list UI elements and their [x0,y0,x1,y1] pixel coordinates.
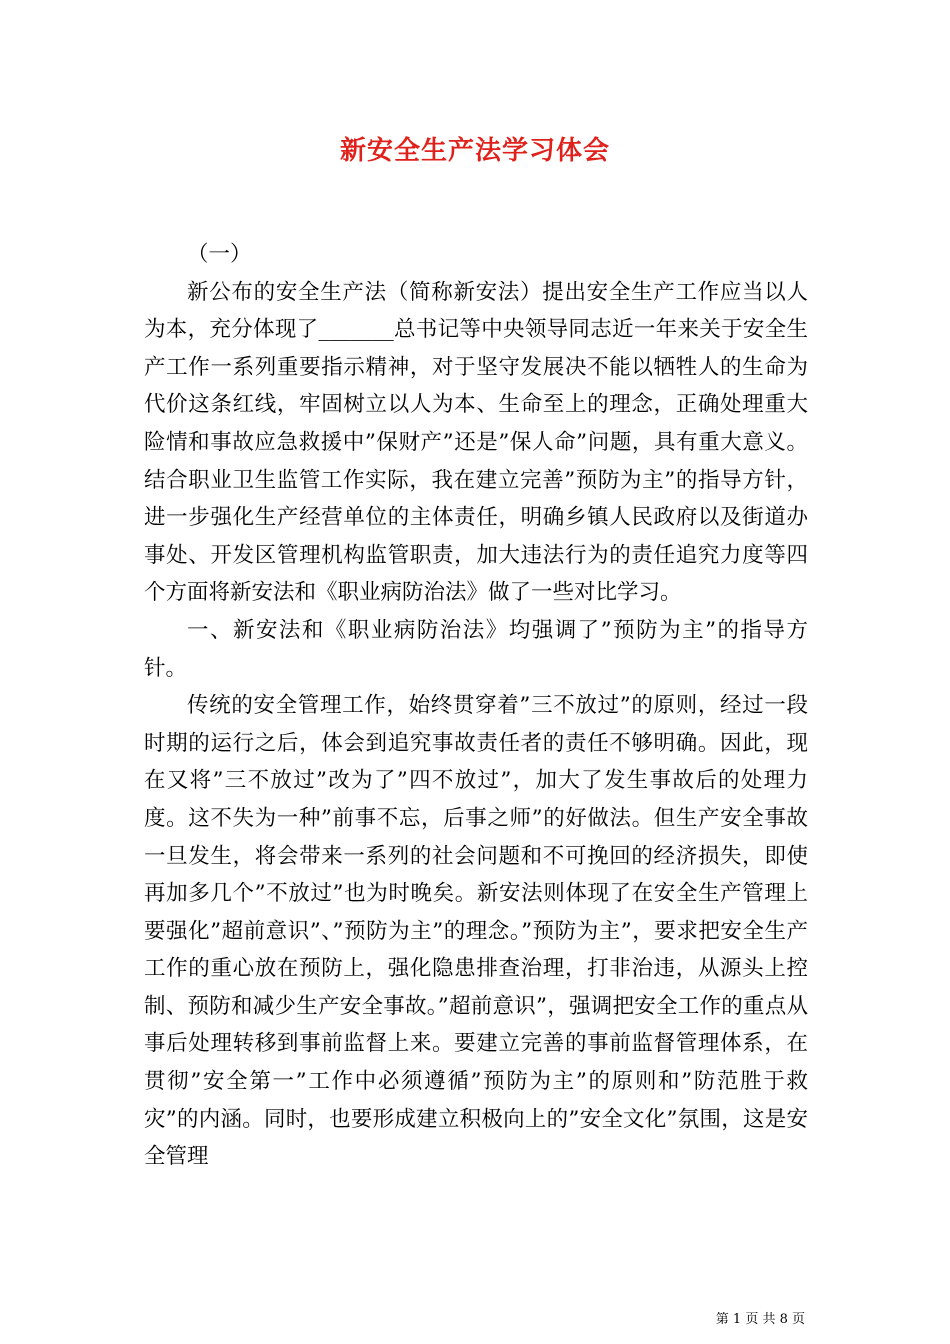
paragraph-2: 一、新安法和《职业病防治法》均强调了”预防为主”的指导方针。 [144,617,808,681]
document-body [144,236,808,1176]
section-label: （一） [187,242,252,267]
paragraph-1: 新公布的安全生产法（简称新安法）提出安全生产工作应当以人为本，充分体现了_______总书记等中央领导同志近一年来关于安全生产工作一系列重要指示精神，对于坚守发展决不能以牺牲人的生命为代价这条红线，牢固树立以人为本、生命至上的理念，正确处理重大险情和事故应急救援中”保财产”还是”保人命”问题，具有重大意义。结合职业卫生监管工作实际，我在建立完善”预防为主”的指导方针，进一步强化生产经营单位的主体责任，明确乡镇人民政府以及街道办事处、开发区管理机构监管职责，加大违法行为的责任追究力度等四个方面将新安法和《职业病防治法》做了一些对比学习。 [144,279,808,606]
document-title: 新安全生产法学习体会 [339,136,610,166]
page-number: 第 1 页 共 8 页 [715,1312,805,1327]
paragraph-3: 传统的安全管理工作，始终贯穿着”三不放过”的原则，经过一段时期的运行之后，体会到追究事故责任者的责任不够明确。因此，现在又将”三不放过”改为了”四不放过”，加大了发生事故后的处理力度。这不失为一种”前事不忘，后事之师”的好做法。但生产安全事故一旦发生，将会带来一系列的社会问题和不可挽回的经济损失，即使再加多几个”不放过”也为时晚矣。新安法则体现了在安全生产管理上要强化”超前意识”、”预防为主”的理念。”预防为主”，要求把安全生产工作的重心放在预防上，强化隐患排查治理，打非治违，从源头上控制、预防和减少生产安全事故。”超前意识”，强调把安全工作的重点从事后处理转移到事前监督上来。要建立完善的事前监督管理体系，在贯彻”安全第一”工作中必须遵循”预防为主”的原则和”防范胜于救灾”的内涵。同时，也要形成建立积极向上的”安全文化”氛围，这是安全管理 [144,693,808,1170]
